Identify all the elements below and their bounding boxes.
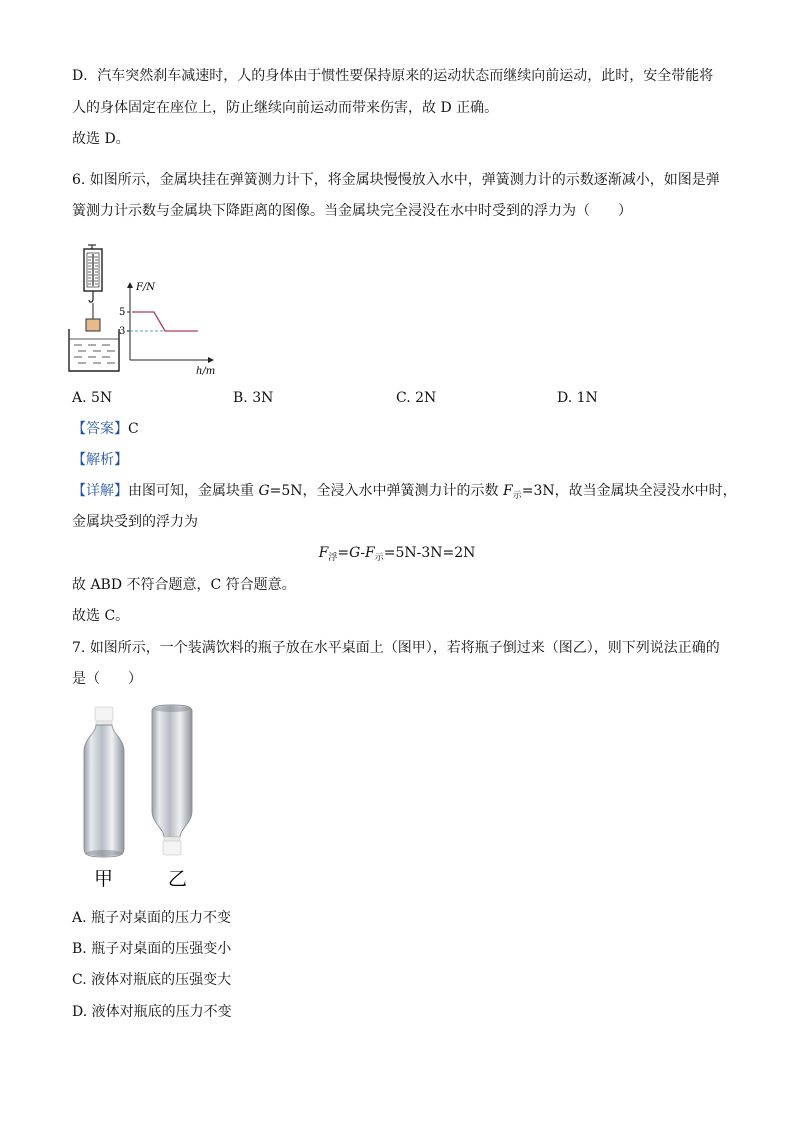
y-axis-label: F/N	[136, 282, 156, 293]
q5-option-d-line2: 人的身体固定在座位上，防止继续向前运动而带来伤害，故 D 正确。	[72, 100, 499, 116]
x-axis-label: h/m	[196, 366, 216, 376]
q7-option-c: C. 液体对瓶底的压强变大	[72, 972, 232, 988]
q7-option-b: B. 瓶子对桌面的压强变小	[72, 941, 232, 957]
x-axis-arrow	[208, 357, 214, 363]
y-axis-arrow	[127, 282, 133, 288]
q7-option-d: D. 液体对瓶底的压力不变	[72, 1004, 232, 1020]
force-vs-depth-graph	[110, 276, 222, 376]
q6-detail-line1	[72, 481, 737, 506]
q6-analysis-row	[72, 450, 128, 470]
q6-stem-line2: 簧测力计示数与金属块下降距离的图像。当金属块完全浸没在水中时受到的浮力为（ ）	[72, 203, 632, 219]
q7-option-a: A. 瓶子对桌面的压力不变	[72, 910, 232, 926]
q6-option-c: C. 2N	[396, 390, 437, 406]
q5-option-d-line1: D．汽车突然刹车减速时，人的身体由于惯性要保持原来的运动状态而继续向前运动，此时，安全带能将	[72, 68, 714, 84]
q6-formula: $F_浮=G-F_示=5N-3N=2N$	[318, 545, 476, 563]
bottle-inverted	[152, 705, 192, 855]
q5-conclusion: 故选 D。	[72, 131, 130, 147]
q7-stem-line2: 是（ ）	[72, 671, 142, 687]
label-jia: 甲	[94, 868, 114, 890]
detail-text-1: 由图可知，金属块重	[128, 483, 259, 499]
detail-tag: 【详解】	[72, 483, 128, 499]
y-tick-5: 5	[119, 307, 126, 318]
q7-stem-line1: 7. 如图所示，一个装满饮料的瓶子放在水平桌面上（图甲），若将瓶子倒过来（图乙），则下列说法正确的	[72, 640, 720, 656]
label-yi: 乙	[168, 868, 188, 890]
force-line	[132, 312, 198, 331]
detail-g: G	[258, 483, 270, 499]
detail-sub-shi: 示	[512, 491, 522, 501]
y-tick-3: 3	[119, 326, 126, 337]
q6-answer-row	[72, 419, 139, 439]
detail-text-2: =5N，全浸入水中弹簧测力计的示数	[269, 483, 503, 499]
q6-conclusion-1: 故 ABD 不符合题意，C 符合题意。	[72, 577, 296, 593]
graph-series	[127, 312, 198, 331]
q6-conclusion-2: 故选 C。	[72, 608, 130, 624]
detail-text-3: =3N，故当金属块全浸没水中时，	[521, 483, 737, 499]
analysis-tag: 【解析】	[72, 452, 128, 468]
answer-tag: 【答案】	[72, 421, 128, 437]
detail-f: F	[502, 483, 513, 499]
answer-value: C	[128, 421, 139, 437]
bottles-figure	[76, 703, 206, 893]
q6-option-d: D. 1N	[557, 390, 598, 406]
q6-option-b: B. 3N	[233, 390, 274, 406]
bottle-upright	[84, 707, 124, 857]
q6-stem-line1: 6. 如图所示，金属块挂在弹簧测力计下，将金属块慢慢放入水中，弹簧测力计的示数逐渐减小，如图是弹	[72, 172, 720, 188]
q6-option-a: A. 5N	[72, 390, 113, 406]
q6-detail-line2: 金属块受到的浮力为	[72, 514, 198, 530]
